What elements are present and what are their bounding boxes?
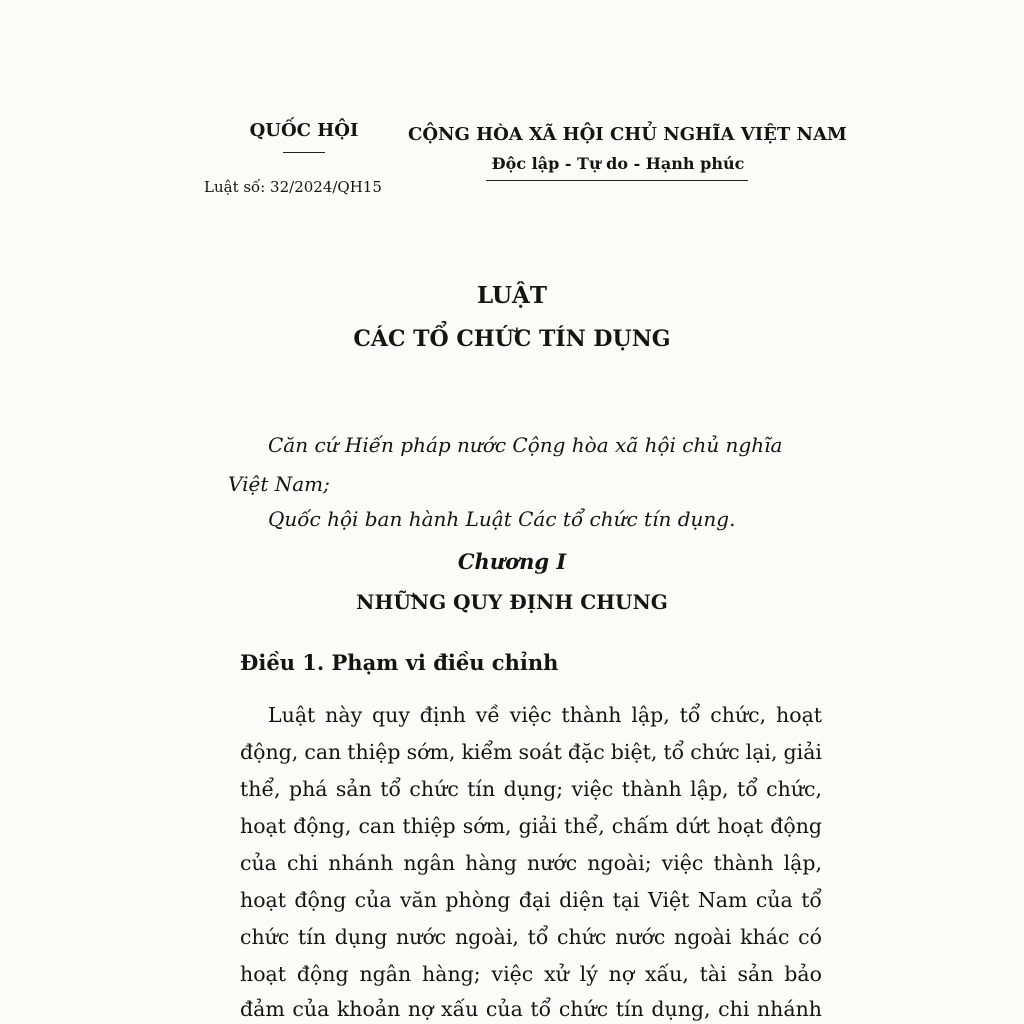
- motto-underline: [486, 180, 748, 181]
- article-heading: Điều 1. Phạm vi điều chỉnh: [240, 650, 559, 675]
- chapter-title: NHỮNG QUY ĐỊNH CHUNG: [356, 590, 668, 614]
- preamble-line: Việt Nam;: [228, 472, 330, 496]
- national-title: CỘNG HÒA XÃ HỘI CHỦ NGHĨA VIỆT NAM: [408, 124, 847, 145]
- law-number: Luật số: 32/2024/QH15: [204, 178, 382, 196]
- organization-underline: [283, 152, 325, 153]
- chapter-number: Chương I: [457, 549, 567, 574]
- preamble-line: Căn cứ Hiến pháp nước Cộng hòa xã hội chủ nghĩa: [268, 433, 783, 457]
- document-type-title: LUẬT: [477, 282, 547, 309]
- issuing-organization: QUỐC HỘI: [249, 120, 359, 141]
- document-subject-title: CÁC TỔ CHỨC TÍN DỤNG: [353, 326, 671, 352]
- article-text-line: thể, phá sản tổ chức tín dụng; việc thành lập, tổ chức,: [240, 777, 823, 801]
- national-motto: Độc lập - Tự do - Hạnh phúc: [491, 154, 745, 173]
- article-text-line: chức tín dụng nước ngoài, tổ chức nước ngoài khác có: [240, 925, 822, 949]
- article-text-line: hoạt động, can thiệp sớm, giải thể, chấm dứt hoạt động: [240, 814, 823, 838]
- article-text-line: của chi nhánh ngân hàng nước ngoài; việc thành lập,: [240, 851, 823, 875]
- article-text-line: hoạt động ngân hàng; việc xử lý nợ xấu, tài sản bảo: [240, 962, 822, 986]
- article-text-line: động, can thiệp sớm, kiểm soát đặc biệt, tổ chức lại, giải: [240, 740, 822, 764]
- preamble-line: Quốc hội ban hành Luật Các tổ chức tín dụng.: [268, 507, 736, 531]
- article-text-line: hoạt động của văn phòng đại diện tại Việt Nam của tổ: [240, 888, 822, 912]
- article-text-line: Luật này quy định về việc thành lập, tổ chức, hoạt: [268, 703, 823, 727]
- article-text-line: đảm của khoản nợ xấu của tổ chức tín dụng, chi nhánh: [240, 997, 823, 1021]
